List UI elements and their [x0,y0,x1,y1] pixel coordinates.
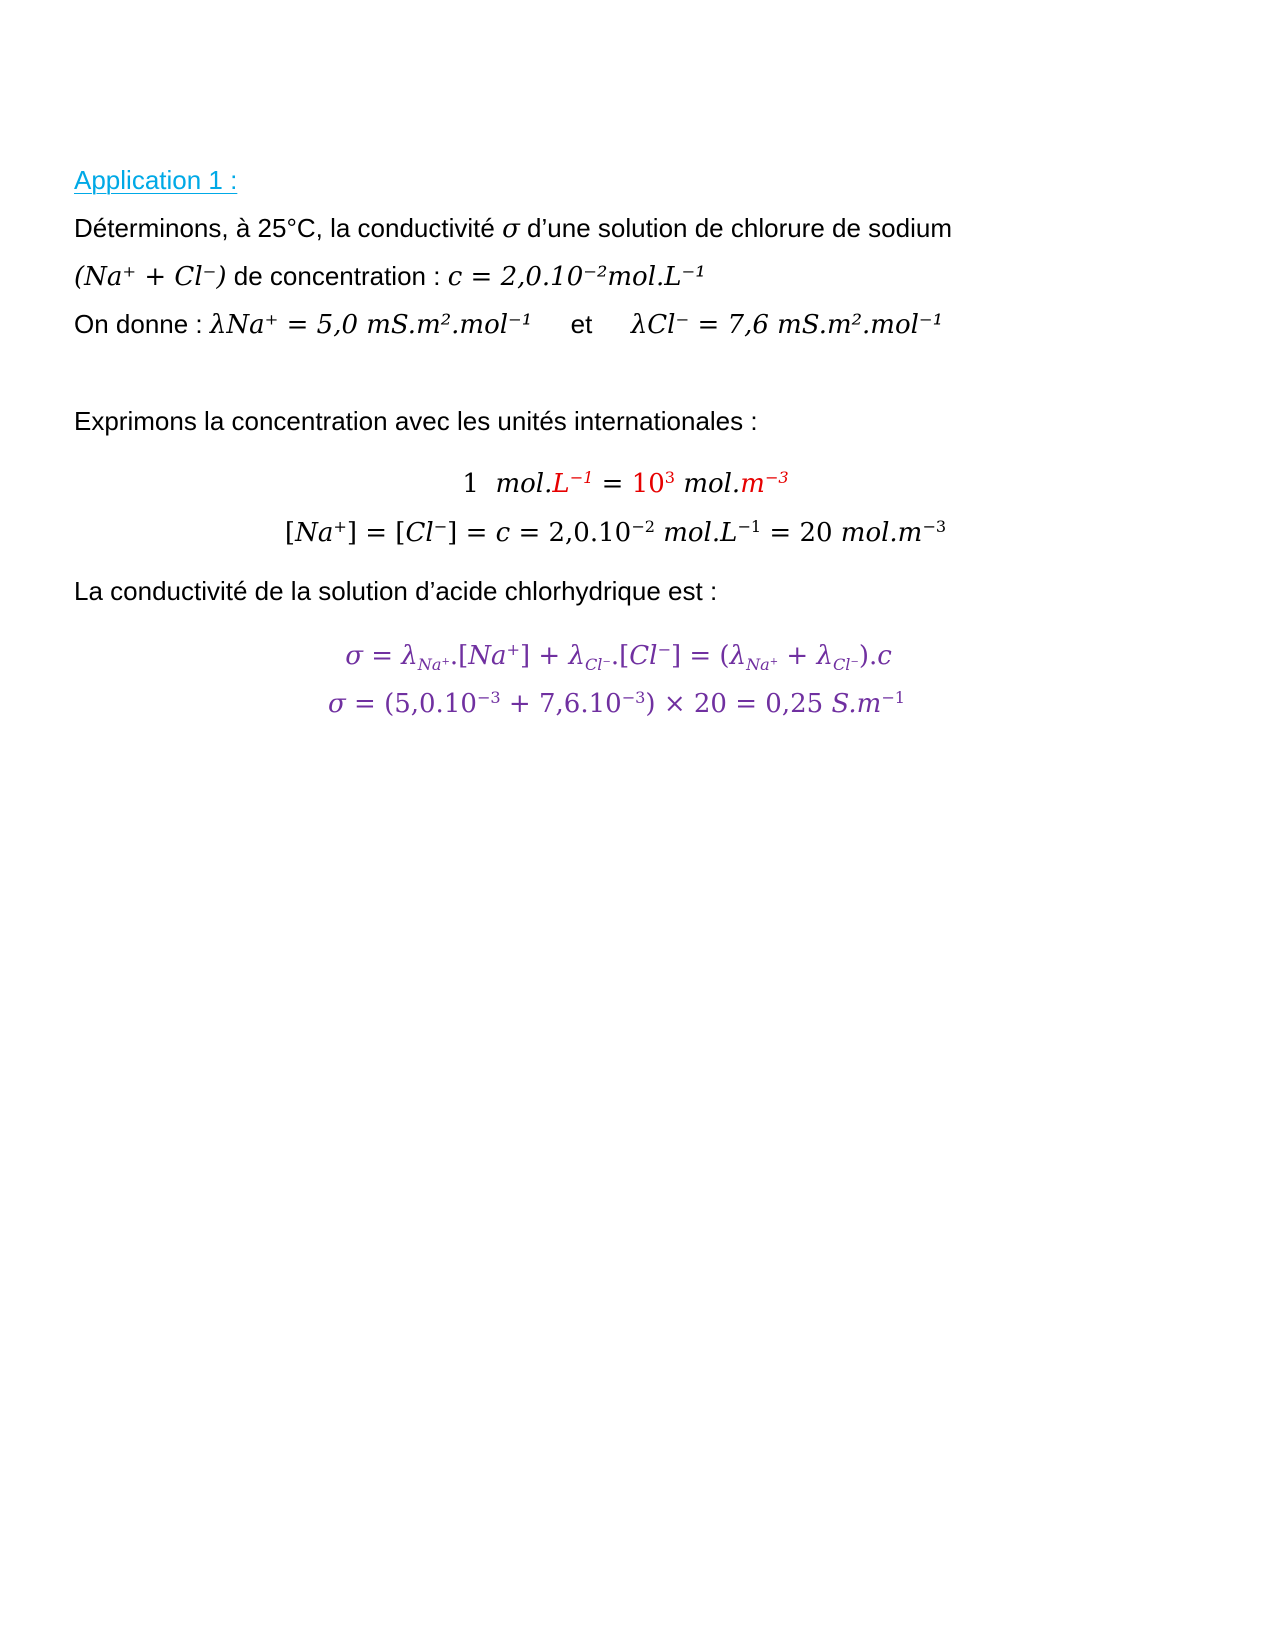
sigma-symbol: σ [502,214,520,244]
et-word: et [570,309,593,339]
units-intro: Exprimons la concentration avec les unités internationales : [74,406,758,436]
unit-conversion-eq: 1 $mol.L^{-1} = 10^3$ $mol.m^{-3}$ [462,468,789,499]
concentration-eq: $[Na^+] = [Cl^-] = c = 2,0.10^{-2}$ $mol.L^{-1} = 20$ $mol.m^{-3}$ [284,517,947,548]
lambda-cl: λCl⁻ = 7,6 mS.m².mol⁻¹ [630,310,944,340]
concentration-value: c = 2,0.10⁻²mol.L⁻¹ [447,262,706,292]
application-title: Application 1 : [74,165,238,195]
conductivity-intro: La conductivité de la solution d’acide chlorhydrique est : [74,576,718,606]
statement-line-3 [74,311,943,338]
statement-line-1 [74,215,952,242]
statement-text: Déterminons, à 25°C, la conductivité [74,213,495,243]
statement-text-rest: d’une solution de chlorure de sodium [527,213,952,243]
lambda-na: λNa⁺ = 5,0 mS.m².mol⁻¹ [209,310,533,340]
sigma-result: $\sigma = (5,0.10^{-3} + 7,6.10^{-3}) \times 20 = 0,25$ $S.m^{-1}$ [328,688,905,719]
given-label: On donne : [74,309,203,339]
ion-formula: (Na⁺ + Cl⁻) [74,262,227,292]
concentration-label: de concentration : [233,261,441,291]
sigma-formula: $\sigma = \lambda_{Na^+}.[Na^+] + \lambda_{Cl^-}.[Cl^-] = (\lambda_{Na^+} + \lambda_{Cl^-}).c$ [345,640,892,674]
statement-line-2 [74,263,706,290]
